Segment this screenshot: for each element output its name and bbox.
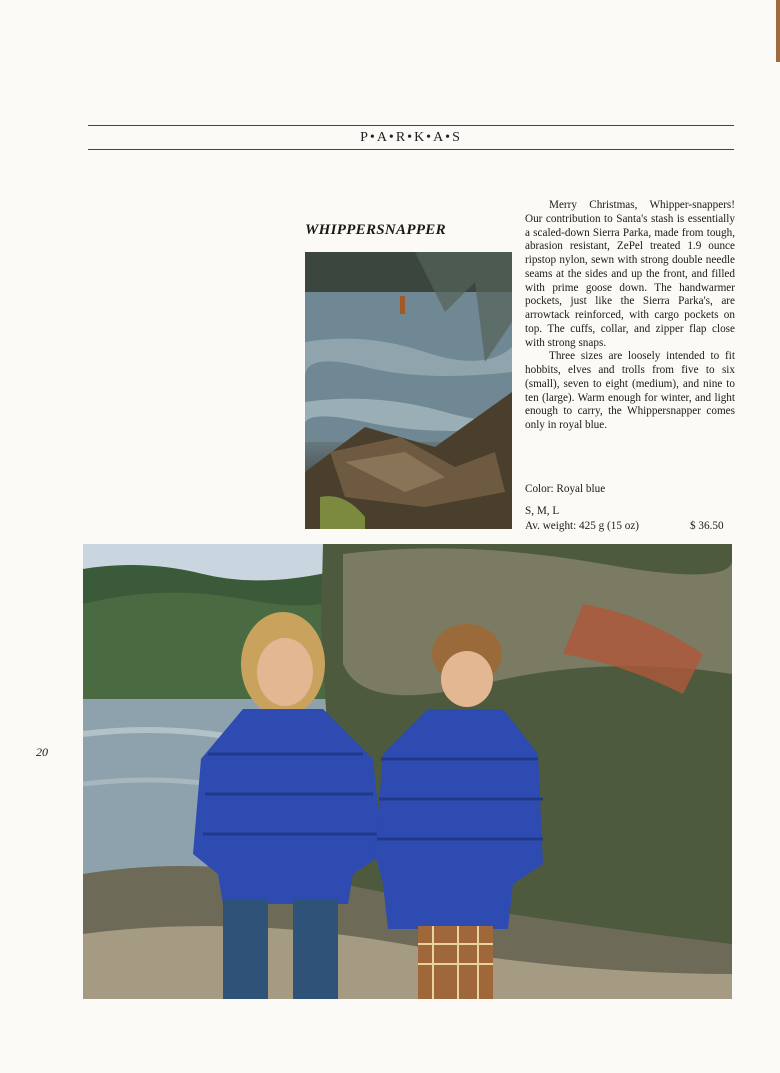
description-paragraph-2: Three sizes are loosely intended to fit hobbits, elves and trolls from five to six (small), seven to eight (medium), and nine to ten (large). Warm enough for winter, and light enough to carry, the Whippersnapper comes only in royal blue. <box>525 350 735 431</box>
product-color: Color: Royal blue <box>525 483 606 495</box>
page-number: 20 <box>36 745 48 759</box>
product-sizes: S, M, L <box>525 505 560 517</box>
section-title: P•A•R•K•A•S <box>360 130 462 145</box>
page-edge-mark <box>776 0 780 62</box>
description-paragraph-1: Merry Christmas, Whipper-snappers! Our contribution to Santa's stash is essentially a scaled-down Sierra Parka, made from tough, abrasion resistant, ZePel treated 1.9 ounce ripstop nylon, sewn with strong double needle seams at the sides and up the front, and filled with prime goose down. The handwarmer pockets, just like the Sierra Parka's, are arrowtack reinforced, with cargo pockets on top. The cuffs, collar, and zipper flap close with strong snaps. <box>525 199 735 349</box>
header-rule-bottom <box>88 149 734 150</box>
product-price: $ 36.50 <box>690 520 724 532</box>
product-photo-river-driftwood <box>305 252 512 529</box>
product-weight: Av. weight: 425 g (15 oz) <box>525 520 640 532</box>
header-rule-top <box>88 125 734 126</box>
product-name: WHIPPERSNAPPER <box>305 222 446 238</box>
product-description <box>525 199 735 433</box>
photo-children-in-parkas <box>83 544 732 999</box>
